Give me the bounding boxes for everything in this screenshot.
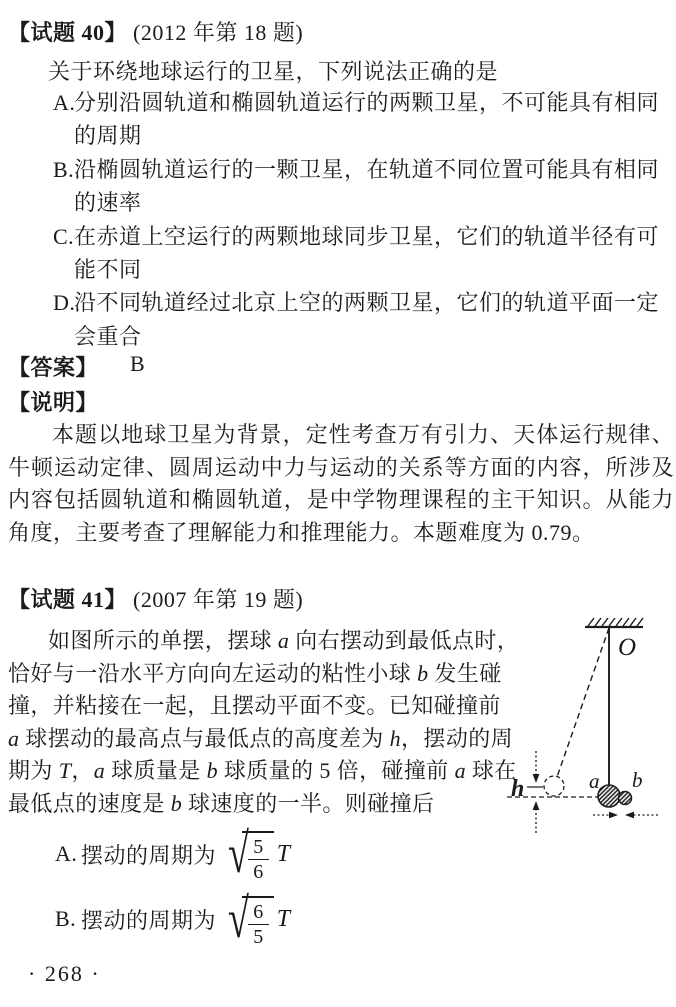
pendulum-figure bbox=[505, 600, 676, 835]
problem40-title bbox=[8, 16, 303, 47]
ball-a-label: a bbox=[589, 769, 600, 793]
answer-row bbox=[8, 351, 145, 382]
option-formula-row-b bbox=[55, 890, 291, 948]
radical-sign-icon: √ bbox=[228, 888, 250, 950]
option-label: B. bbox=[53, 156, 75, 182]
fraction-denominator: 6 bbox=[253, 861, 264, 884]
fraction-numerator: 5 bbox=[248, 836, 269, 860]
option-label: A. bbox=[53, 90, 76, 115]
problem41-stem bbox=[8, 625, 520, 821]
option-text: 摆动的周期为 bbox=[81, 907, 217, 933]
option-row-b bbox=[53, 153, 659, 220]
option-label: A. bbox=[55, 841, 78, 866]
option-formula-row-a bbox=[55, 825, 291, 883]
ceiling-hatch bbox=[585, 618, 643, 627]
note-tag: 【说明】 bbox=[8, 390, 99, 415]
option-text: 摆动的周期为 bbox=[81, 842, 217, 868]
answer-tag: 【答案】 bbox=[8, 355, 99, 380]
problem40-tag: 【试题 40】 bbox=[8, 20, 128, 45]
stem-line: 撞，并粘接在一起，且摆动平面不变。已知碰撞前 bbox=[8, 693, 501, 719]
ball-a-highest-dashed bbox=[544, 776, 564, 796]
option-row-d bbox=[53, 286, 659, 353]
problem41-tag: 【试题 41】 bbox=[8, 587, 128, 612]
note-paragraph: 本题以地球卫星为背景，定性考查万有引力、天体运行规律、牛顿运动定律、圆周运动中力与运动的关系等方面的内容，所涉及内容包括圆轨道和椭圆轨道，是中学物理课程的主干知识。从能力角度，主要考查了理解能力和推理能力。本题难度为 0.79。 bbox=[8, 422, 674, 545]
ball-b-label: b bbox=[632, 768, 643, 792]
option-row-c bbox=[53, 220, 659, 287]
answer-value: B bbox=[130, 351, 145, 376]
period-variable: T bbox=[276, 905, 291, 932]
swing-dashed-rod bbox=[557, 628, 609, 777]
sqrt-expression bbox=[218, 823, 274, 885]
problem41-title bbox=[8, 583, 303, 614]
problem41-source: (2007 年第 19 题) bbox=[133, 587, 304, 612]
option-label: C. bbox=[53, 223, 75, 249]
motion-arrows bbox=[593, 812, 658, 819]
radical-sign-icon: √ bbox=[228, 823, 250, 885]
height-label: h bbox=[511, 776, 525, 802]
option-label: D. bbox=[53, 290, 76, 316]
page-number: · 268 · bbox=[28, 961, 101, 986]
sqrt-expression bbox=[218, 888, 274, 950]
option-text: 分别沿圆轨道和椭圆轨道运行的两颗卫星，不可能具有相同的周期 bbox=[74, 90, 660, 149]
option-text: 沿不同轨道经过北京上空的两颗卫星，它们的轨道平面一定会重合 bbox=[74, 290, 660, 349]
fraction-denominator: 5 bbox=[253, 926, 264, 949]
option-text: 在赤道上空运行的两颗地球同步卫星，它们的轨道半径有可能不同 bbox=[74, 223, 660, 283]
ball-a bbox=[598, 785, 620, 807]
ball-b bbox=[619, 792, 632, 805]
option-row-a bbox=[53, 86, 659, 153]
height-dimension-arrows bbox=[533, 751, 540, 833]
period-variable: T bbox=[276, 840, 291, 867]
problem40-options bbox=[53, 86, 659, 353]
stem-line: 最低点的速度是 b 球速度的一半。则碰撞后 bbox=[8, 790, 435, 816]
option-text: 沿椭圆轨道运行的一颗卫星，在轨道不同位置可能具有相同的速率 bbox=[74, 156, 660, 216]
fraction-numerator: 6 bbox=[248, 901, 269, 925]
stem-line: 如图所示的单摆，摆球 a 向右摆动到最低点时， bbox=[48, 628, 520, 653]
pivot-label: O bbox=[618, 634, 637, 661]
stem-line: 恰好与一沿水平方向向左运动的粘性小球 b 发生碰 bbox=[8, 660, 502, 686]
problem40-stem: 关于环绕地球运行的卫星，下列说法正确的是 bbox=[48, 59, 499, 84]
stem-line: 期为 T，a 球质量是 b 球质量的 5 倍，碰撞前 a 球在 bbox=[8, 758, 517, 784]
option-label: B. bbox=[55, 906, 77, 931]
problem40-source: (2012 年第 18 题) bbox=[133, 20, 304, 45]
stem-line: a 球摆动的最高点与最低点的高度差为 h，摆动的周 bbox=[8, 725, 514, 751]
